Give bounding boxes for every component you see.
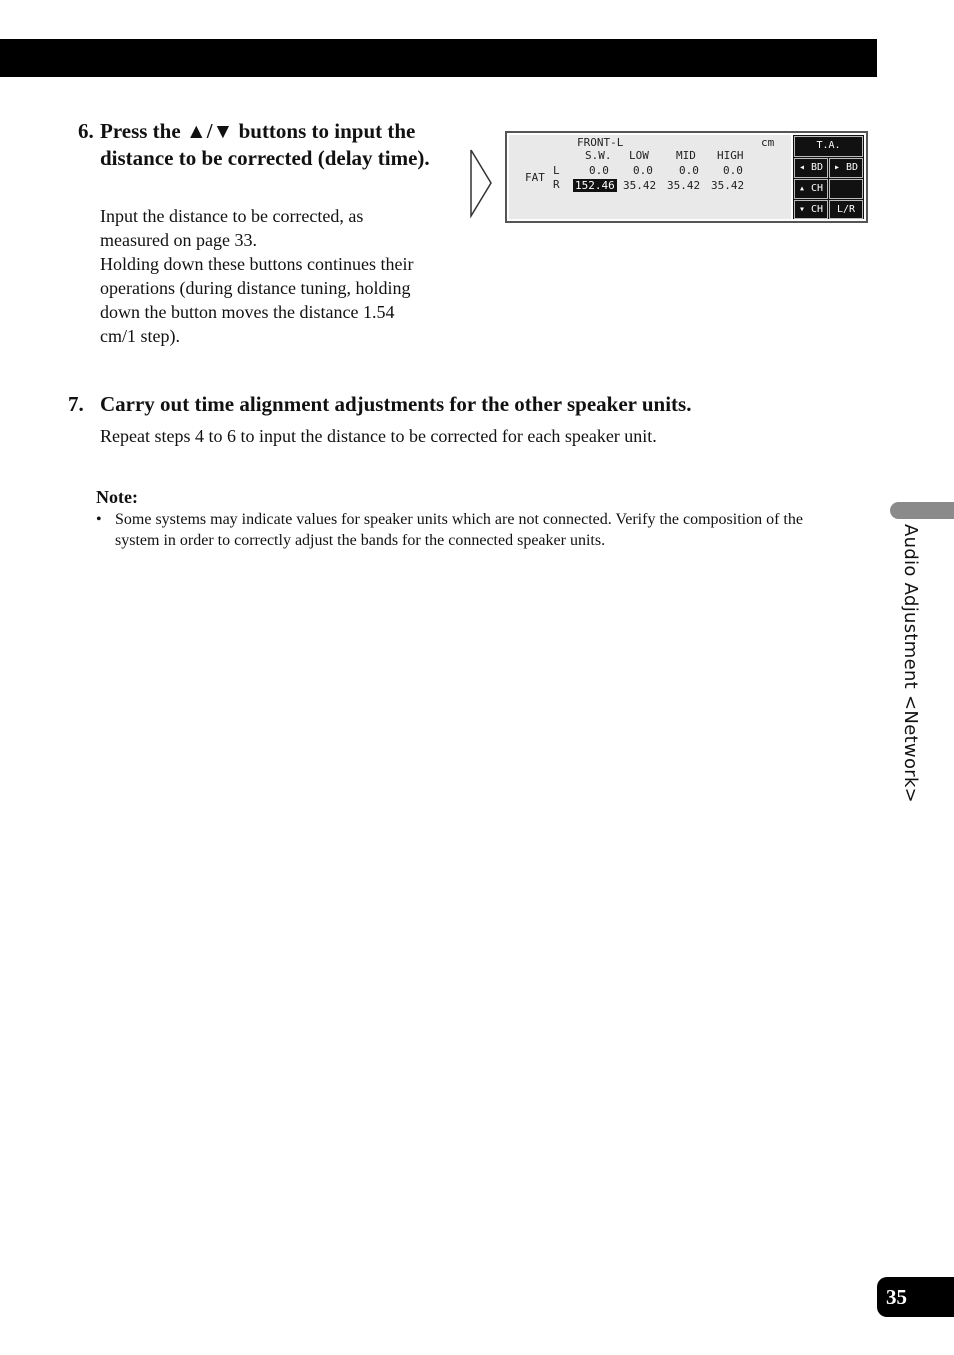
band-next-button[interactable]: ▸ BD — [829, 158, 863, 178]
header-bar — [0, 39, 877, 77]
step-title: Carry out time alignment adjustments for the other speaker units. — [100, 392, 692, 416]
display-unit: cm — [761, 136, 775, 149]
note-text: Some systems may indicate values for speaker units which are not connected. Verify the composition of the system in order to correctly adjust the bands for the connected speaker units. — [115, 511, 803, 549]
step-title: Press the ▲/▼ buttons to input the distance to be corrected (delay time). — [100, 119, 430, 170]
paragraph: Input the distance to be corrected, as measured on page 33. — [100, 206, 364, 250]
step-6-body — [100, 204, 430, 348]
lcd-display — [505, 131, 868, 223]
r-value-low: 35.42 — [623, 179, 657, 192]
r-value-high: 35.42 — [711, 179, 745, 192]
column-low: LOW — [629, 149, 649, 162]
l-value-low: 0.0 — [633, 164, 653, 177]
r-value-sw-selected: 152.46 — [575, 179, 615, 192]
step-number: 6. — [78, 119, 94, 143]
section-tab — [890, 502, 954, 519]
band-prev-button[interactable]: ◂ BD — [794, 158, 828, 178]
note-heading: Note: — [96, 487, 138, 507]
display-title: FRONT-L — [577, 136, 624, 149]
lcd-readout — [509, 135, 791, 219]
blank-button — [829, 179, 863, 199]
mode-label: FAT — [525, 171, 545, 184]
l-value-high: 0.0 — [723, 164, 743, 177]
row-label-l: L — [553, 164, 560, 177]
page-number: 35 — [877, 1277, 954, 1317]
column-sw: S.W. — [585, 149, 612, 162]
channel-down-button[interactable]: ▾ CH — [794, 200, 828, 219]
channel-up-button[interactable]: ▴ CH — [794, 179, 828, 199]
time-alignment-button[interactable]: T.A. — [794, 136, 863, 157]
arrow-right-icon — [469, 148, 493, 218]
bullet-icon: • — [96, 511, 102, 528]
r-value-mid: 35.42 — [667, 179, 701, 192]
step-number: 7. — [68, 392, 84, 416]
l-value-sw: 0.0 — [589, 164, 609, 177]
paragraph: Holding down these buttons continues their operations (during distance tuning, holding down the button moves the distance 1.54 cm/1 step). — [100, 254, 414, 346]
row-label-r: R — [553, 178, 560, 191]
left-right-button[interactable]: L/R — [829, 200, 863, 219]
column-high: HIGH — [717, 149, 744, 162]
step-7-body: Repeat steps 4 to 6 to input the distance to be corrected for each speaker unit. — [100, 426, 657, 446]
section-label: Audio Adjustment <Network> — [900, 524, 921, 804]
l-value-mid: 0.0 — [679, 164, 699, 177]
lcd-button-panel — [793, 135, 864, 219]
column-mid: MID — [676, 149, 696, 162]
